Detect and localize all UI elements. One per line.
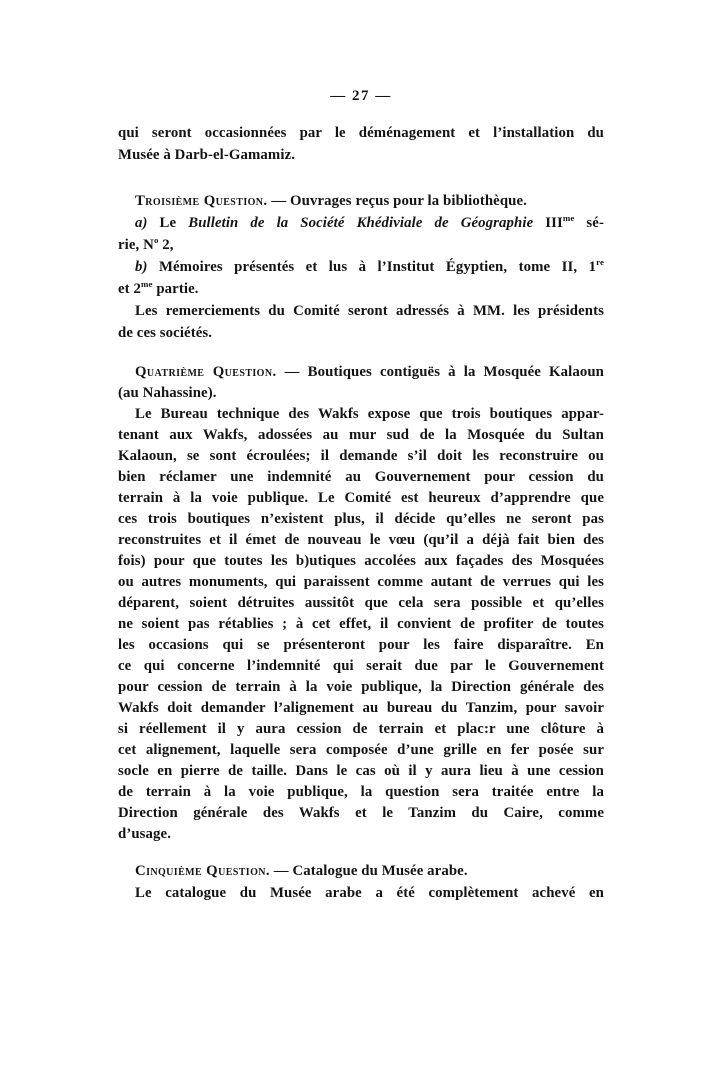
text-segment: o — [153, 235, 159, 246]
text-line — [118, 740, 604, 761]
text-segment: Kalaoun, se sont écroulées; il demande s’il doit les reconstruire ou — [118, 448, 604, 464]
text-line — [118, 404, 604, 425]
text-segment: — Catalogue du Musée arabe. — [270, 863, 468, 879]
text-line — [118, 467, 604, 488]
text-line — [118, 635, 604, 656]
section-cinquieme-question — [118, 860, 604, 904]
text-segment: 2, — [158, 237, 174, 253]
text-line — [118, 144, 604, 166]
section-quatrieme-question — [118, 362, 604, 845]
text-line — [118, 530, 604, 551]
text-line — [118, 824, 604, 845]
text-segment: ce qui concerne l’indemnité qui serait due par le Gouvernement — [118, 658, 604, 674]
text-line — [118, 190, 604, 212]
text-segment: — Ouvrages reçus pour la bibliothèque. — [267, 193, 527, 209]
text-line — [118, 860, 604, 882]
text-line — [118, 383, 604, 404]
text-segment: déparent, soient détruites aussitôt que cela sera possible et qu’elles — [118, 595, 604, 611]
section-troisieme-question — [118, 190, 604, 344]
text-segment: b) — [135, 259, 148, 275]
text-segment: pour cession de terrain à la voie publique, la Direction générale des — [118, 679, 604, 695]
text-line — [118, 698, 604, 719]
text-segment: Quatrième Question. — [135, 364, 277, 380]
text-line — [118, 551, 604, 572]
text-segment: si réellement il y aura cession de terrain et plac:r une clôture à — [118, 721, 604, 737]
text-line — [118, 212, 604, 234]
text-segment: re — [596, 257, 604, 268]
text-segment: a) — [135, 215, 148, 231]
text-segment: partie. — [152, 281, 199, 297]
text-segment: de ces sociétés. — [118, 325, 213, 341]
text-line — [118, 446, 604, 467]
text-line — [118, 256, 604, 278]
text-line — [118, 656, 604, 677]
text-segment: III — [533, 215, 563, 231]
text-segment: d’usage. — [118, 826, 172, 842]
text-segment: me — [562, 213, 575, 224]
text-segment: socle en pierre de taille. Dans le cas où il y aura lieu à une cession — [118, 763, 604, 779]
text-line — [118, 761, 604, 782]
page-number: — 27 — — [330, 88, 392, 104]
text-line — [118, 122, 604, 144]
text-segment: Direction générale des Wakfs et le Tanzim du Caire, comme — [118, 805, 604, 821]
text-segment: Troisième Question. — [135, 193, 268, 209]
text-segment: Cinquième Question. — [135, 863, 270, 879]
text-segment: terrain à la voie publique. Le Comité est heureux d’apprendre que — [118, 490, 604, 506]
text-segment: (au Nahassine). — [118, 385, 217, 401]
text-segment: sé- — [574, 215, 604, 231]
text-line — [118, 572, 604, 593]
text-segment: ou autres monuments, qui paraissent comme autant de verrues qui les — [118, 574, 604, 590]
text-segment: de terrain à la voie publique, la question sera traitée entre la — [118, 784, 604, 800]
paragraph-continuation — [118, 122, 604, 166]
text-segment: tenant aux Wakfs, adossées au mur sud de la Mosquée du Sultan — [118, 427, 604, 443]
text-segment: et 2 — [118, 281, 141, 297]
text-segment: Le — [147, 215, 189, 231]
text-segment: Le Bureau technique des Wakfs expose que trois boutiques appar- — [135, 406, 604, 422]
text-line — [118, 425, 604, 446]
text-line — [118, 882, 604, 904]
text-line — [118, 803, 604, 824]
text-segment: ces trois boutiques n’existent plus, il décide qu’elles ne seront pas — [118, 511, 604, 527]
text-segment: rie, N — [118, 237, 154, 253]
text-segment: bien réclamer une indemnité au Gouvernement pour cession du — [118, 469, 604, 485]
text-segment: Wakfs doit demander l’alignement au bureau du Tanzim, pour savoir — [118, 700, 604, 716]
text-line — [118, 488, 604, 509]
text-line — [118, 234, 604, 256]
text-line — [118, 614, 604, 635]
text-segment: Mémoires présentés et lus à l’Institut Égyptien, tome II, 1 — [147, 259, 597, 275]
text-segment: Musée à Darb-el-Gamamiz. — [118, 147, 296, 163]
text-segment: qui seront occasionnées par le déménagement et l’installation du — [118, 125, 604, 141]
text-segment: — Boutiques contiguës à la Mosquée Kalaoun — [276, 364, 605, 380]
text-segment: reconstruites et il émet de nouveau le vœu (qu’il a déjà fait bien des — [118, 532, 604, 548]
text-line — [118, 677, 604, 698]
text-segment: me — [141, 279, 153, 290]
text-line — [118, 300, 604, 322]
text-line — [118, 593, 604, 614]
text-line — [118, 322, 604, 344]
text-segment: ne soient pas rétablies ; à cet effet, il convient de profiter de toutes — [118, 616, 604, 632]
text-segment: cet alignement, laquelle sera composée d’une grille en fer posée sur — [118, 742, 604, 758]
text-line — [118, 362, 604, 383]
text-line — [118, 278, 604, 300]
text-segment: fois) pour que toutes les b)utiques accolées aux façades des Mosquées — [118, 553, 604, 569]
text-line — [118, 782, 604, 803]
text-line — [118, 719, 604, 740]
text-segment: Le catalogue du Musée arabe a été complètement achevé en — [135, 885, 604, 901]
text-segment: Les remerciements du Comité seront adressés à MM. les présidents — [135, 303, 604, 319]
text-line — [118, 509, 604, 530]
text-segment: les occasions qui se présenteront pour les faire disparaître. En — [118, 637, 604, 653]
text-segment: Bulletin de la Société Khédiviale de Géographie — [188, 215, 534, 231]
